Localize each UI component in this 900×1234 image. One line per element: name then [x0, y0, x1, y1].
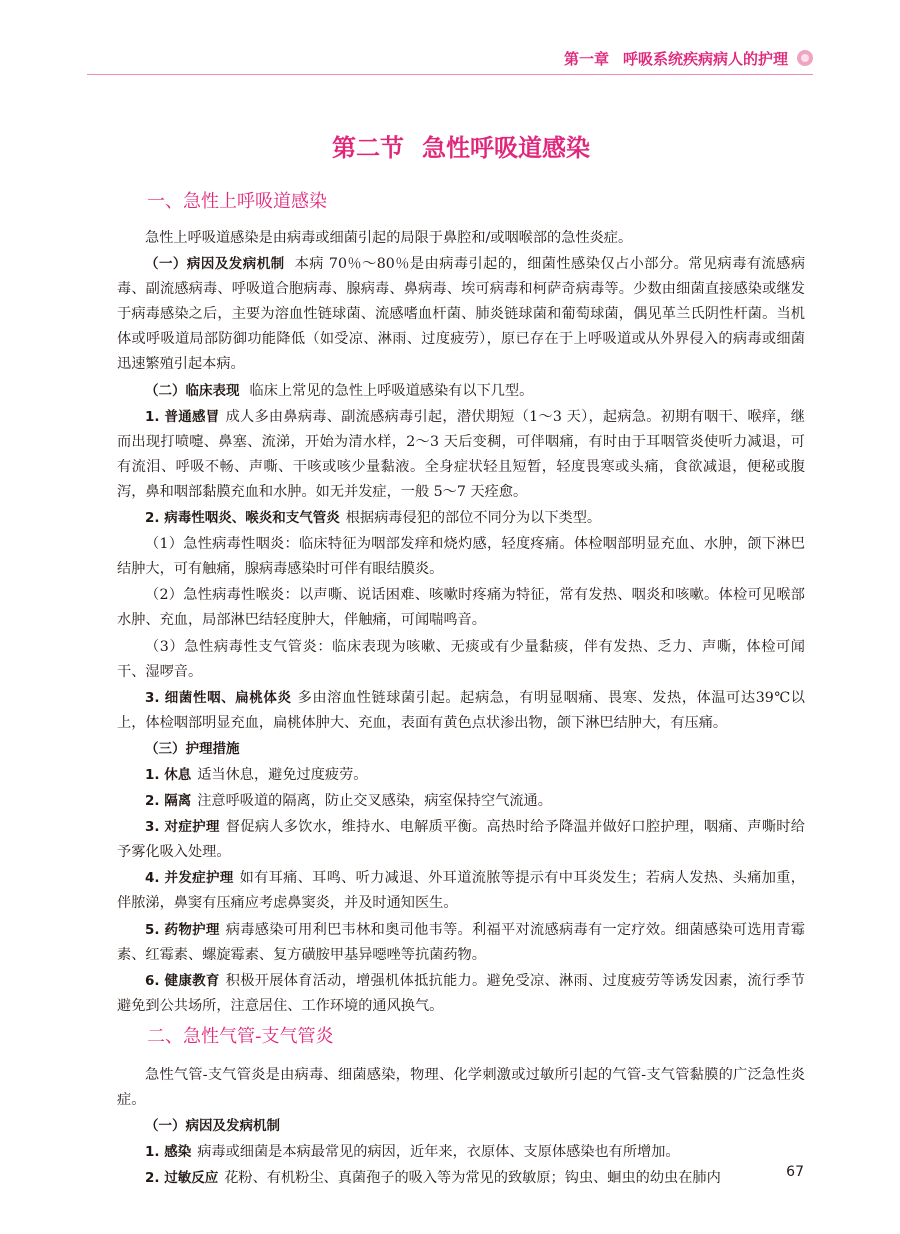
part1-clinical: （二）临床表现 临床上常见的急性上呼吸道感染有以下几型。 [145, 382, 534, 399]
part2-intro: 急性气管-支气管炎是由病毒、细菌感染，物理、化学刺激或过敏所引起的气管-支气管黏膜的广泛急性炎症。 [117, 1066, 805, 1108]
care-item: 3. 对症护理 督促病人多饮水，维持水、电解质平衡。高热时给予降温并做好口腔护理，咽痛、声嘶时给予雾化吸入处理。 [117, 819, 805, 861]
header-dot-icon [797, 50, 813, 66]
part1-bronchitis: （3）急性病毒性支气管炎：临床表现为咳嗽、无痰或有少量黏痰，伴有发热、乏力、声嘶，体检可闻干、湿啰音。 [117, 638, 805, 680]
care-item: 6. 健康教育 积极开展体育活动，增强机体抵抗能力。避免受凉、淋雨、过度疲劳等诱发因素，流行季节避免到公共场所，注意居住、工作环境的通风换气。 [117, 972, 805, 1014]
part1-pharyngitis: （1）急性病毒性咽炎：临床特征为咽部发痒和烧灼感，轻度疼痛。体检咽部明显充血、水肿，颌下淋巴结肿大，可有触痛，腺病毒感染时可伴有眼结膜炎。 [117, 536, 805, 578]
part1-cause: （一）病因及发病机制 本病 70％～80％是由病毒引起的，细菌性感染仅占小部分。常见病毒有流感病毒、副流感病毒、呼吸道合胞病毒、腺病毒、鼻病毒、埃可病毒和柯萨奇病毒等。少数由细菌直接感染或继发于病毒感染之后，主要为溶血性链球菌、流感嗜血杆菌、肺炎链球菌和葡萄球菌，偶见革兰氏阴性杆菌。当机体或呼吸道局部防御功能降低（如受凉、淋雨、过度疲劳），原已存在于上呼吸道或从外界侵入的病毒或细菌迅速繁殖引起本病。 [117, 256, 806, 373]
running-header [0, 40, 900, 80]
heading-part1: 一、急性上呼吸道感染 [147, 191, 327, 212]
care-item: 1. 休息 适当休息，避免过度疲劳。 [145, 766, 368, 783]
part1-intro: 急性上呼吸道感染是由病毒或细菌引起的局限于鼻腔和/或咽喉部的急性炎症。 [145, 230, 633, 246]
part2-item: 1. 感染 病毒或细菌是本病最常见的病因，近年来，衣原体、支原体感染也有所增加。 [145, 1144, 680, 1161]
page-body [117, 128, 805, 1192]
part1-common-cold: 1. 普通感冒 成人多由鼻病毒、副流感病毒引起，潜伏期短（1～3 天），起病急。初期有咽干、喉痒，继而出现打喷嚏、鼻塞、流涕，开始为清水样，2～3 天后变稠，可伴咽痛，有时由于耳咽管炎使听力减退，可有流泪、呼吸不畅、声嘶、干咳或咳少量黏液。全身症状轻且短暂，轻度畏寒或头痛，食欲减退，便秘或腹泻，鼻和咽部黏膜充血和水肿。如无并发症，一般 5～7 天痊愈。 [117, 408, 805, 500]
care-item: 2. 隔离 注意呼吸道的隔离，防止交叉感染，病室保持空气流通。 [145, 793, 552, 810]
part2-item: 2. 过敏反应 花粉、有机粉尘、真菌孢子的吸入等为常见的致敏原；钩虫、蛔虫的幼虫在肺内 [145, 1170, 721, 1187]
header-rule [87, 74, 813, 75]
section-title: 第二节 急性呼吸道感染 [332, 134, 590, 162]
page-number: 67 [786, 1164, 804, 1180]
care-item: 4. 并发症护理 如有耳痛、耳鸣、听力减退、外耳道流脓等提示有中耳炎发生；若病人发热、头痛加重，伴脓涕，鼻窦有压痛应考虑鼻窦炎，并及时通知医生。 [117, 870, 805, 912]
part1-viral: 2. 病毒性咽炎、喉炎和支气管炎 根据病毒侵犯的部位不同分为以下类型。 [145, 510, 602, 527]
part1-laryngitis: （2）急性病毒性喉炎：以声嘶、说话困难、咳嗽时疼痛为特征，常有发热、咽炎和咳嗽。体检可见喉部水肿、充血，局部淋巴结轻度肿大，伴触痛，可闻喘鸣音。 [117, 587, 805, 629]
part1-care-heading: （三）护理措施 [145, 740, 240, 757]
part2-cause-heading: （一）病因及发病机制 [145, 1118, 280, 1135]
part1-bacterial: 3. 细菌性咽、扁桃体炎 多由溶血性链球菌引起。起病急，有明显咽痛、畏寒、发热，体温可达39℃以上，体检咽部明显充血，扁桃体肿大、充血，表面有黄色点状渗出物，颌下淋巴结肿大，有压痛。 [117, 689, 805, 731]
heading-part2: 二、急性气管-支气管炎 [147, 1025, 334, 1047]
header-chapter-title: 呼吸系统疾病病人的护理 [622, 50, 788, 68]
care-item: 5. 药物护理 病毒感染可用利巴韦林和奥司他韦等。利福平对流感病毒有一定疗效。细菌感染可选用青霉素、红霉素、螺旋霉素、复方磺胺甲基异噁唑等抗菌药物。 [117, 921, 805, 963]
header-chapter: 第一章 呼吸系统疾病病人的护理 [563, 50, 788, 68]
